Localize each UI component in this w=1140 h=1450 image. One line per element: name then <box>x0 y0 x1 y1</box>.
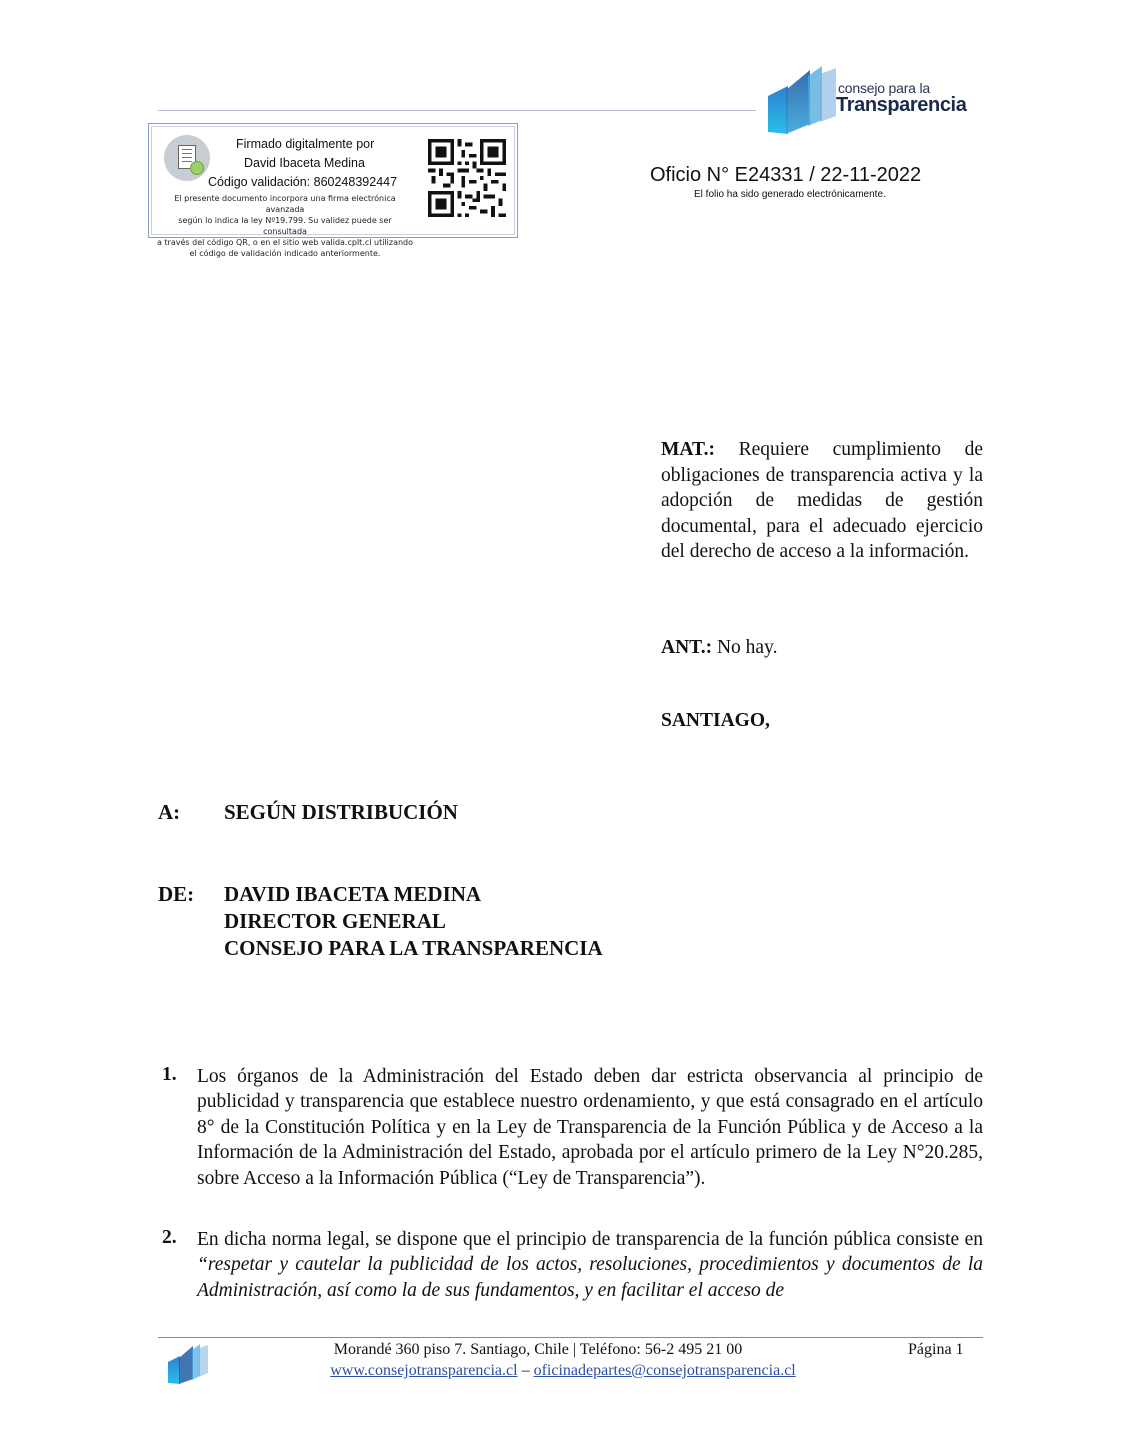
sender-name: DAVID IBACETA MEDINA <box>224 882 482 906</box>
logo-big-text: Transparencia <box>836 94 967 116</box>
antecedent-text: No hay. <box>716 637 778 658</box>
oficio-number: Oficio N° E24331 / 22-11-2022 <box>650 164 922 186</box>
matter-text: Requiere cumplimiento de obligaciones de transparencia activa y la adopción de medidas de gestión documental, para el adecuado ejercicio del derecho de acceso a la información. <box>661 439 983 562</box>
paragraph-2-text: En dicha norma legal, se dispone que el principio de transparencia de la función pública consiste en “respetar y cautelar la publicidad de los actos, resoluciones, procedimientos y documentos de la Administración, así como la de sus fundamentos, y en facilitar el acceso de <box>197 1229 983 1301</box>
logo-small-text: consejo para la <box>838 80 930 96</box>
antecedent-label: ANT.: <box>661 637 713 658</box>
city-date: SANTIAGO, <box>661 710 770 731</box>
recipient-value: SEGÚN DISTRIBUCIÓN <box>224 800 458 824</box>
page-number: Página 1 <box>908 1341 964 1358</box>
signature-line-1: Firmado digitalmente por <box>236 137 375 151</box>
footer-divider <box>158 1337 983 1338</box>
signature-legal-note: El presente documento incorpora una firma electrónica avanzada según lo indica la ley Nº19.799. Su validez puede ser consultada a través del código QR, o en el sitio web valida.cplt.cl utilizando el código de validación indicado anteriormente. <box>156 194 414 258</box>
matter-label: MAT.: <box>661 439 715 460</box>
paragraph-2-number: 2. <box>162 1227 177 1248</box>
logo-mark-icon <box>764 64 844 136</box>
matter-block <box>661 437 983 565</box>
signed-document-icon <box>164 135 210 181</box>
sender-institution: CONSEJO PARA LA TRANSPARENCIA <box>224 936 603 960</box>
sender-label: DE: <box>158 882 195 906</box>
antecedent-block <box>661 637 777 659</box>
website-link[interactable]: www.consejotransparencia.cl <box>330 1362 518 1379</box>
recipient-label: A: <box>158 800 181 824</box>
signature-inner-frame <box>151 126 515 258</box>
footer-links <box>158 1362 968 1380</box>
paragraph-1-text: Los órganos de la Administración del Estado deben dar estricta observancia al principio de publicidad y transparencia que establece nuestro ordenamiento, y que está consagrado en el artículo 8° de la Constitución Política y en la Ley de Transparencia de la Función Pública y de Acceso a la Información de la Administración del Estado, aprobada por el artículo primero de la Ley N°20.285, sobre Acceso a la Información Pública (“Ley de Transparencia”). <box>197 1066 983 1189</box>
digital-signature-box <box>148 123 518 258</box>
sender-position: DIRECTOR GENERAL <box>224 909 446 933</box>
email-link[interactable]: oficinadepartes@consejotransparencia.cl <box>533 1362 796 1379</box>
signature-signer: David Ibaceta Medina <box>244 156 365 170</box>
paragraph-1-number: 1. <box>162 1064 177 1085</box>
header-divider <box>158 110 756 111</box>
qr-code-icon[interactable] <box>428 139 506 217</box>
consejo-transparencia-logo <box>764 64 984 136</box>
signature-validation-code: Código validación: 860248392447 <box>208 175 398 189</box>
footer-separator: – <box>521 1362 530 1379</box>
folio-note: El folio ha sido generado electrónicamente. <box>694 189 886 200</box>
footer-address: Morandé 360 piso 7. Santiago, Chile | Teléfono: 56-2 495 21 00 <box>333 1341 743 1358</box>
